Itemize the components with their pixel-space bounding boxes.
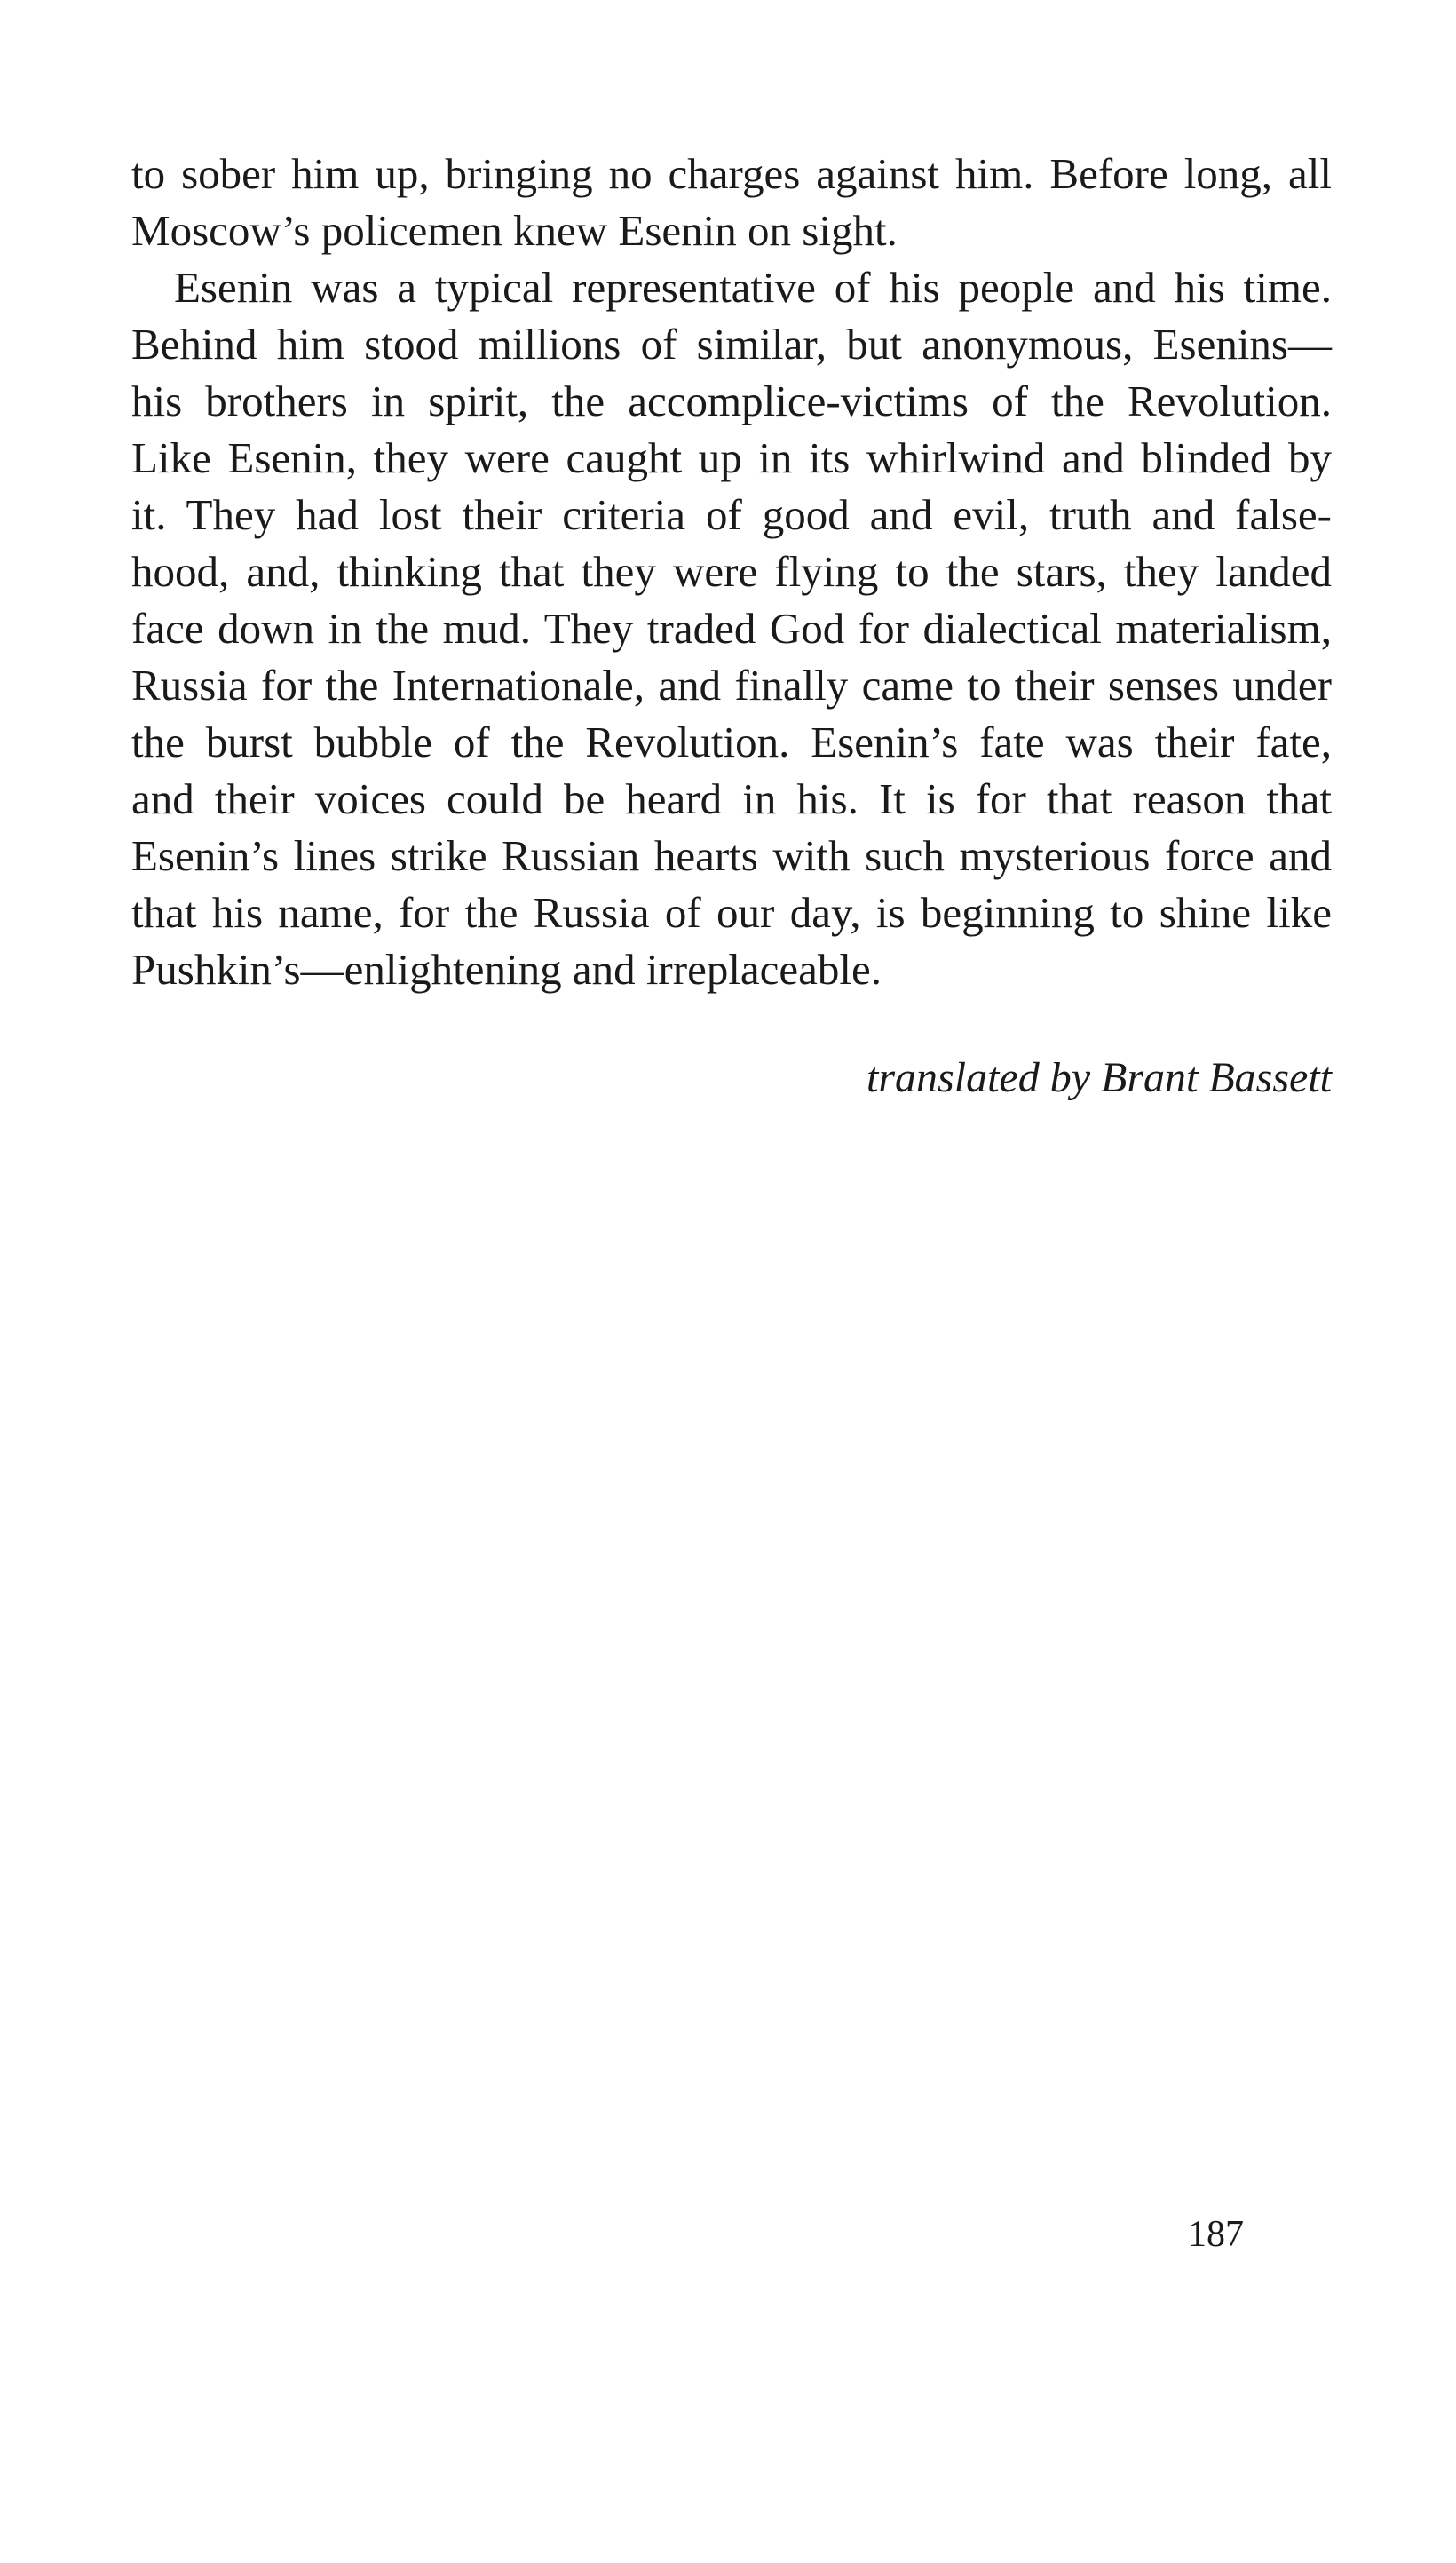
text-line: hood, and, thinking that they were flying to the stars, they landed [131, 547, 1332, 596]
text-line: Pushkin’s—enlightening and irreplaceable. [131, 945, 882, 994]
text-line: face down in the mud. They traded God for dialectical materialism, [131, 604, 1332, 653]
text-line: Behind him stood millions of similar, but anonymous, Esenins— [131, 320, 1332, 369]
text-line: his brothers in spirit, the accomplice-victims of the Revolution. [131, 377, 1332, 425]
page-number: 187 [1188, 2214, 1244, 2255]
text-line: Esenin’s lines strike Russian hearts with such mysterious force and [131, 831, 1332, 880]
text-line: Russia for the Internationale, and finally came to their senses under [131, 661, 1332, 710]
paragraph-2 [131, 259, 1332, 998]
text-line: to sober him up, bringing no charges against him. Before long, all [131, 149, 1332, 198]
text-line: that his name, for the Russia of our day, is beginning to shine like [131, 888, 1332, 937]
text-line: Like Esenin, they were caught up in its whirlwind and blinded by [131, 433, 1332, 482]
text-line: Moscow’s policemen knew Esenin on sight. [131, 206, 898, 255]
body-text [131, 146, 1332, 998]
text-line: it. They had lost their criteria of good and evil, truth and false- [131, 490, 1332, 539]
text-line: the burst bubble of the Revolution. Esenin’s fate was their fate, [131, 718, 1332, 766]
translator-credit: translated by Brant Bassett [866, 1054, 1332, 1101]
paragraph-1 [131, 146, 1332, 259]
text-line: Esenin was a typical representative of his people and his time. [174, 263, 1332, 312]
text-line: and their voices could be heard in his. It is for that reason that [131, 774, 1332, 823]
